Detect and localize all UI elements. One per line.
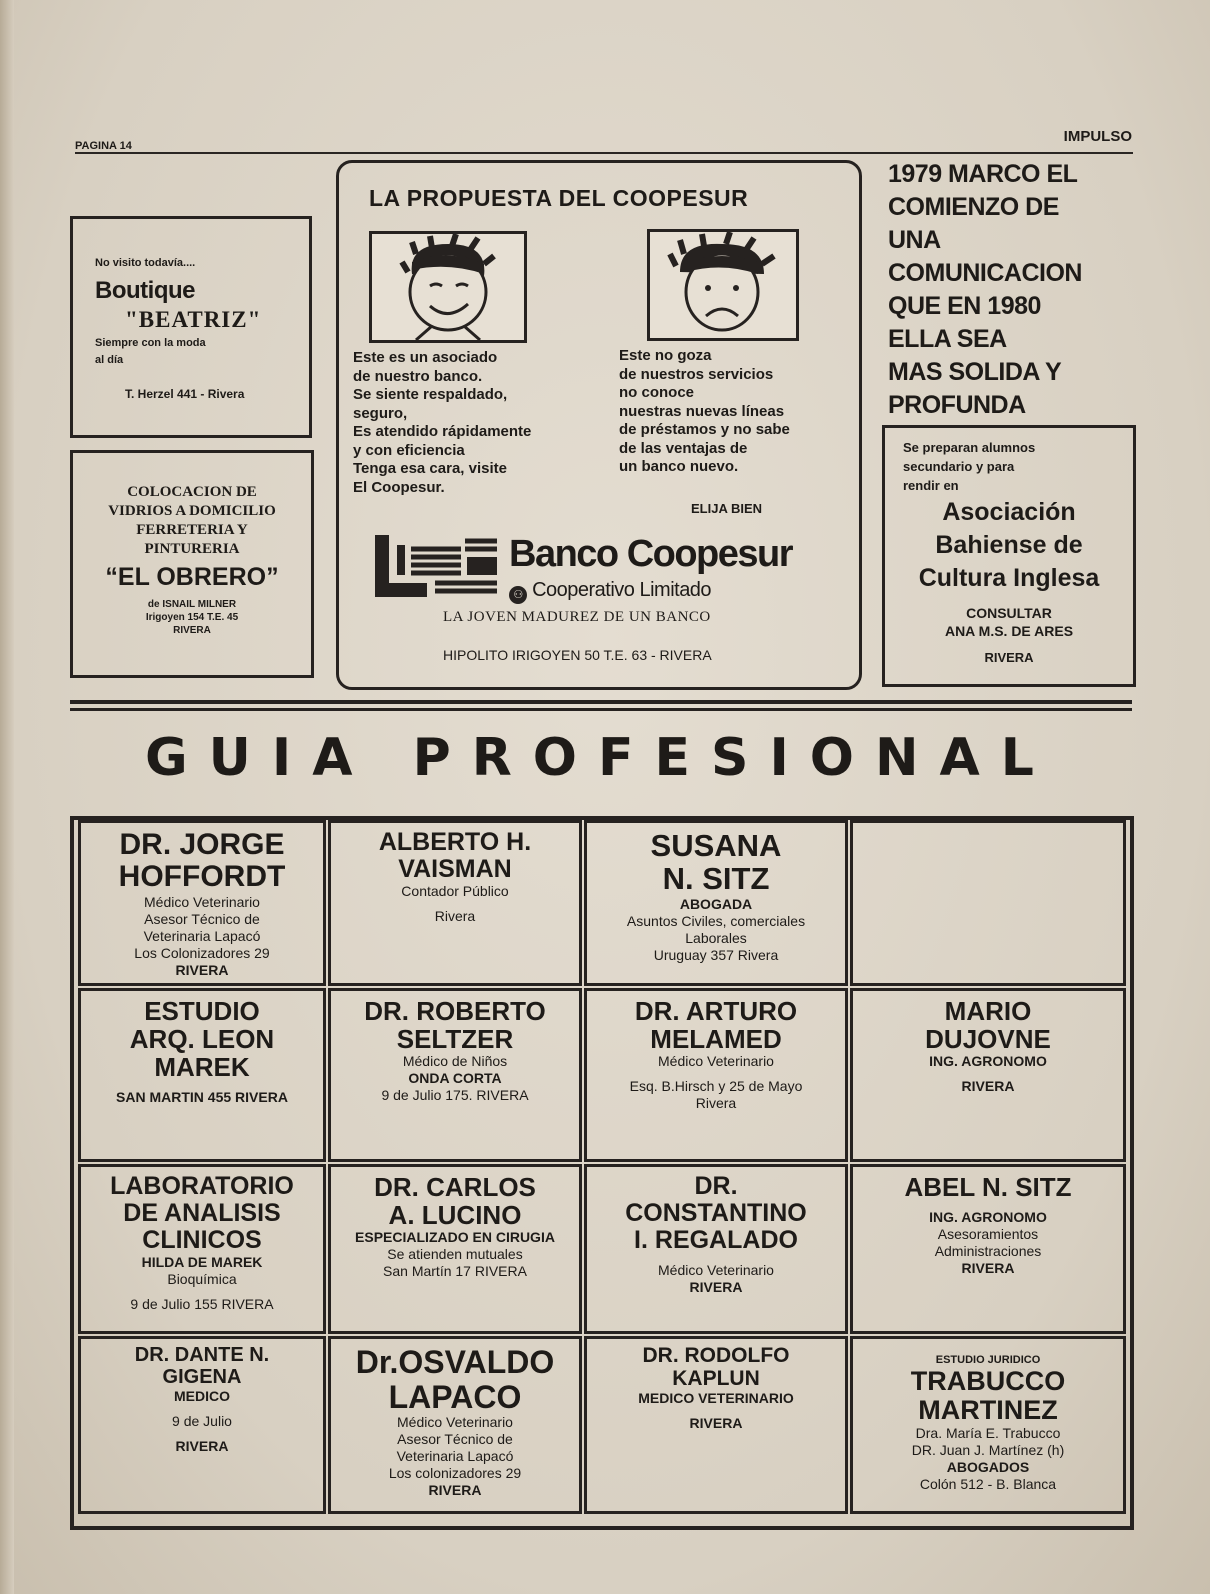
entry-detail: Asesor Técnico de [144, 910, 260, 927]
entry-name-line: CONSTANTINO [625, 1199, 807, 1227]
happy-face-icon [372, 234, 524, 340]
entry-detail: San Martín 17 RIVERA [383, 1263, 527, 1280]
obrero-line-3: FERRETERIA Y [136, 522, 248, 538]
directory-entry [584, 988, 848, 1162]
entry-detail: Médico Veterinario [397, 1414, 513, 1431]
obrero-line-1: COLOCACION DE [127, 484, 257, 500]
directory-entry [584, 1164, 848, 1334]
entry-detail [81, 1288, 323, 1296]
entry-detail: Médico de Niños [402, 1053, 508, 1070]
entry-detail: Laborales [685, 930, 747, 947]
coopesur-left-text: Este es un asociado de nuestro banco. Se siente respaldado, seguro, Es atendido rápidamente y con eficiencia Tenga esa cara, visite El Coopesur. [353, 349, 532, 496]
entry-name-line: SUSANA [650, 828, 782, 863]
entry-detail: MEDICO VETERINARIO [638, 1390, 794, 1407]
ad-boutique-beatriz [70, 216, 312, 438]
entry-pretitle: ESTUDIO JURIDICO [935, 1354, 1041, 1366]
directory-entry [850, 988, 1126, 1162]
ingles-name: Asociación Bahiense de Cultura Inglesa [918, 498, 1100, 592]
entry-detail: Colón 512 - B. Blanca [919, 1476, 1057, 1493]
directory-entry [78, 1336, 326, 1514]
guia-profesional-title: GUIA PROFESIONAL [145, 728, 1055, 788]
ad-banco-coopesur [336, 160, 862, 690]
boutique-slogan-2: al día [95, 354, 124, 366]
entry-detail: Bioquímica [167, 1271, 237, 1288]
entry-detail: RIVERA [961, 1260, 1015, 1277]
entry-detail: ING. AGRONOMO [929, 1209, 1047, 1226]
entry-detail: ONDA CORTA [408, 1070, 502, 1087]
entry-detail: Los Colonizadores 29 [134, 945, 270, 962]
boutique-name-line1: Boutique [95, 277, 195, 304]
directory-entry [850, 1164, 1126, 1334]
entry-detail [81, 1430, 323, 1438]
directory-entry [850, 820, 1126, 986]
entry-detail: Esq. B.Hirsch y 25 de Mayo [629, 1078, 803, 1095]
entry-name-line: DR. CARLOS [374, 1172, 536, 1202]
entry-name-line: DR. ROBERTO [364, 996, 546, 1026]
entry-detail [81, 1081, 323, 1089]
entry-name-line: MELAMED [650, 1024, 782, 1055]
entry-detail [587, 1070, 845, 1078]
entry-detail: SAN MARTIN 455 RIVERA [116, 1089, 288, 1106]
entry-detail: RIVERA [428, 1482, 482, 1499]
entry-name-line: KAPLUN [672, 1366, 760, 1390]
ingles-intro: Se preparan alumnos secundario y para rendir en [903, 440, 1036, 493]
entry-name-line: HOFFORDT [118, 860, 286, 894]
entry-detail: Médico Veterinario [658, 1262, 774, 1278]
coopesur-right-text: Este no goza de nuestros servicios no conoce nuestras nuevas líneas de préstamos y no sabe de las ventajas de un banco nuevo. [619, 347, 790, 475]
directory-entry [584, 820, 848, 986]
entry-detail: Contador Público [401, 883, 509, 899]
entry-detail: ING. AGRONOMO [929, 1053, 1047, 1070]
section-rule-bottom [70, 708, 1132, 711]
entry-detail: Dra. María E. Trabucco [915, 1424, 1061, 1441]
entry-detail: Médico Veterinario [144, 893, 260, 910]
page-number: PAGINA 14 [75, 140, 132, 152]
entry-detail: Asesor Técnico de [397, 1431, 513, 1448]
entry-detail: HILDA DE MAREK [141, 1254, 263, 1270]
bank-name: Banco Coopesur [509, 533, 793, 575]
entry-detail: Veterinaria Lapacó [143, 927, 261, 944]
entry-name-line: I. REGALADO [634, 1226, 798, 1254]
entry-detail: Médico Veterinario [658, 1053, 774, 1070]
obrero-name: “EL OBRERO” [105, 563, 279, 591]
entry-name-line: ARQ. LEON [129, 1024, 275, 1055]
entry-detail: 9 de Julio 155 RIVERA [130, 1296, 274, 1313]
entry-detail: 9 de Julio 175. RIVERA [381, 1087, 529, 1104]
entry-detail: Asuntos Civiles, comerciales [626, 913, 806, 930]
ad-cultura-inglesa [882, 425, 1136, 687]
boutique-name-line2: "BEATRIZ" [125, 307, 262, 332]
entry-name-line: N. SITZ [662, 861, 770, 897]
entry-name-line: TRABUCCO [910, 1365, 1066, 1396]
entry-detail: DR. Juan J. Martínez (h) [911, 1441, 1065, 1458]
entry-name-line: DR. ARTURO [634, 996, 798, 1026]
entry-name-line: DR. [694, 1172, 738, 1200]
entry-detail [81, 1405, 323, 1413]
directory-entry [78, 988, 326, 1162]
entry-name-line: LABORATORIO [110, 1172, 294, 1200]
entry-name-line: DR. RODOLFO [642, 1344, 790, 1367]
bank-motto: LA JOVEN MADUREZ DE UN BANCO [443, 609, 711, 625]
boutique-intro: No visito todavía.... [95, 257, 196, 269]
obrero-address: Irigoyen 154 T.E. 45 [145, 612, 239, 623]
directory-entry [78, 1164, 326, 1334]
section-rule-top [70, 700, 1132, 704]
directory-entry [328, 1164, 582, 1334]
entry-name-line: ABEL N. SITZ [904, 1172, 1072, 1202]
entry-detail: RIVERA [689, 1279, 743, 1296]
directory-entry [850, 1336, 1126, 1514]
entry-detail: Rivera [434, 908, 476, 925]
entry-detail: 9 de Julio [172, 1413, 232, 1430]
professional-directory-grid [70, 816, 1134, 1530]
page-fold-shadow [0, 0, 14, 1594]
header-rule [75, 152, 1133, 154]
boutique-address: T. Herzel 441 - Rivera [125, 387, 245, 401]
bank-subtitle: ⚇ Cooperativo Limitado [509, 579, 711, 604]
coopesur-title: LA PROPUESTA DEL COOPESUR [369, 185, 749, 211]
entry-name-line: DUJOVNE [925, 1024, 1051, 1055]
entry-detail [331, 900, 579, 908]
entry-detail: ABOGADA [679, 895, 753, 912]
directory-entry [78, 820, 326, 986]
entry-detail: Administraciones [934, 1243, 1042, 1260]
entry-detail: ESPECIALIZADO EN CIRUGIA [355, 1229, 555, 1246]
happy-face-illustration [369, 231, 527, 343]
entry-name-line: ALBERTO H. [378, 828, 532, 856]
coopesur-logo-icon [375, 535, 499, 601]
obrero-city: RIVERA [173, 625, 211, 636]
entry-name-line: CLINICOS [142, 1226, 262, 1254]
coopesur-signature: ELIJA BIEN [691, 501, 763, 516]
entry-name-line: DR. JORGE [119, 828, 285, 861]
entry-name-line: VAISMAN [398, 855, 512, 883]
newspaper-name: IMPULSO [1063, 128, 1132, 145]
entry-detail [587, 1407, 845, 1415]
sad-face-illustration [647, 229, 799, 341]
entry-detail: ABOGADOS [946, 1459, 1030, 1476]
entry-name-line: Dr.OSVALDO [355, 1344, 555, 1380]
entry-detail [853, 1070, 1123, 1078]
obrero-line-4: PINTURERIA [144, 541, 240, 557]
entry-detail: MEDICO [174, 1388, 230, 1405]
entry-name-line: MARTINEZ [918, 1394, 1058, 1425]
directory-entry [584, 1336, 848, 1514]
entry-name-line: A. LUCINO [388, 1200, 522, 1231]
entry-name-line: DE ANALISIS [123, 1199, 281, 1227]
entry-name-line: MAREK [154, 1052, 250, 1083]
directory-entry [328, 820, 582, 986]
ad-el-obrero [70, 450, 314, 678]
ingles-city: RIVERA [984, 650, 1034, 665]
entry-detail: RIVERA [175, 1438, 229, 1455]
entry-detail [853, 1201, 1123, 1209]
entry-name-line: MARIO [944, 996, 1032, 1026]
boutique-slogan-1: Siempre con la moda [95, 337, 206, 349]
entry-name-line: ESTUDIO [144, 996, 260, 1026]
directory-entry [328, 988, 582, 1162]
entry-detail: Veterinaria Lapacó [396, 1448, 514, 1465]
entry-detail: RIVERA [689, 1415, 743, 1432]
entry-name-line: GIGENA [162, 1365, 242, 1388]
entry-name-line: SELTZER [396, 1024, 514, 1055]
obrero-owner: de ISNAIL MILNER [147, 599, 237, 610]
entry-detail: Asesoramientos [937, 1226, 1039, 1243]
entry-detail: Rivera [695, 1095, 737, 1112]
entry-detail [587, 1254, 845, 1262]
obrero-line-2: VIDRIOS A DOMICILIO [108, 503, 276, 519]
entry-detail: Los colonizadores 29 [388, 1465, 522, 1482]
entry-detail: Se atienden mutuales [387, 1246, 523, 1263]
entry-detail: RIVERA [175, 962, 229, 979]
entry-detail: RIVERA [961, 1078, 1015, 1095]
entry-name-line: LAPACO [388, 1378, 522, 1415]
bank-address: HIPOLITO IRIGOYEN 50 T.E. 63 - RIVERA [443, 647, 712, 663]
comunicacion-announcement: 1979 MARCO EL COMIENZO DE UNA COMUNICACION QUE EN 1980 ELLA SEA MAS SOLIDA Y PROFUNDA [888, 160, 1082, 419]
directory-entry [328, 1336, 582, 1514]
sad-face-icon [650, 232, 796, 338]
entry-detail: Uruguay 357 Rivera [653, 947, 779, 964]
entry-name-line: DR. DANTE N. [134, 1344, 270, 1366]
ingles-contact: CONSULTAR ANA M.S. DE ARES [944, 605, 1074, 639]
coop-emblem-icon: ⚇ [509, 586, 527, 604]
